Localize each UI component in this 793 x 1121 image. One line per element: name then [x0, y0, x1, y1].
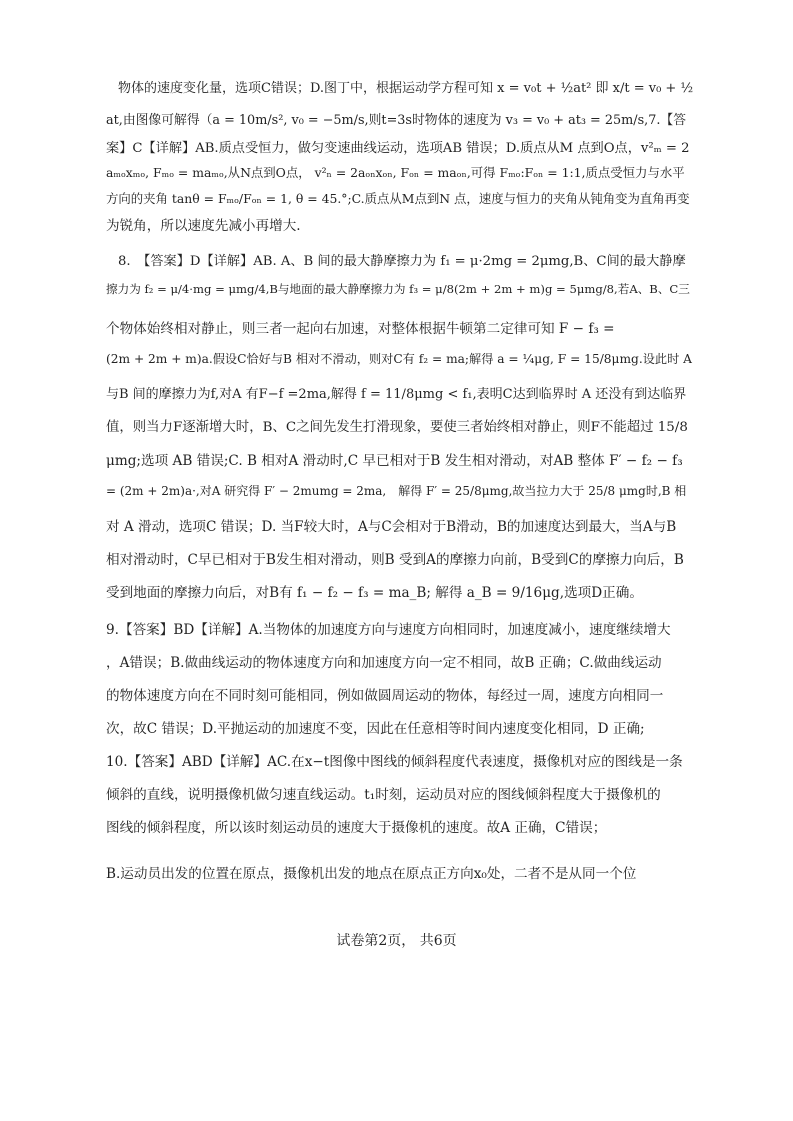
text-line: B.运动员出发的位置在原点，摄像机出发的地点在原点正方向x₀处，二者不是从同一个位 — [106, 866, 637, 882]
text-line: 倾斜的直线，说明摄像机做匀速直线运动。t₁时刻，运动员对应的图线倾斜程度大于摄像机的 — [106, 787, 661, 803]
text-line: ，A错误；B.做曲线运动的物体速度方向和加速度方向一定不相同，故B 正确；C.做曲线运动 — [106, 655, 662, 671]
text-line: (2m + 2m + m)a.假设C恰好与B 相对不滑动，则对C有 f₂ = ma;解得 a = ¼μg, F = 15/8μmg.设此时 A — [106, 352, 692, 366]
text-line: 对 A 滑动，选项C 错误；D. 当F较大时，A与C会相对于B滑动，B的加速度达到最大，当A与B — [106, 519, 677, 535]
text-line: 方向的夹角 tanθ = Fₘₒ/Fₒₙ = 1, θ = 45.°;C.质点从M点到N 点，速度与恒力的夹角从钝角变为直角再变 — [106, 191, 690, 206]
text-line: 相对滑动时，C早已相对于B发生相对滑动，则B 受到A的摩擦力向前，B受到C的摩擦力向后，B — [106, 552, 684, 568]
text-line: 案】C【详解】AB.质点受恒力，做匀变速曲线运动，选项AB 错误；D.质点从M 点到O点，v²ₘ = 2 — [106, 141, 690, 156]
text-line: 受到地面的摩擦力向后，对B有 f₁ − f₂ − f₃ = ma_B; 解得 a_B = 9/16μg,选项D正确。 — [106, 585, 643, 601]
text-line: = (2m + 2m)a·,对A 研究得 F′ − 2mumg = 2ma, 解得 F′ = 25/8μmg,故当拉力大于 25/8 μmg时,B 相 — [106, 484, 687, 498]
text-line: 为锐角，所以速度先减小再增大. — [106, 218, 301, 234]
text-line: 物体的速度变化量，选项C错误；D.图丁中，根据运动学方程可知 x = v₀t + ½at² 即 x/t = v₀ + ½ — [118, 81, 694, 96]
text-line: 个物体始终相对静止，则三者一起向右加速，对整体根据牛顿第二定律可知 F − f₃ = — [106, 321, 615, 337]
text-line: aₘₒxₘₒ, Fₘₒ = maₘₒ,从N点到O点， v²ₙ = 2aₒₙxₒₙ, Fₒₙ = maₒₙ,可得 Fₘₒ:Fₒₙ = 1:1,质点受恒力与水平 — [106, 165, 685, 180]
text-line: 8. 【答案】D【详解】AB. A、B 间的最大静摩擦力为 f₁ = μ·2mg = 2μmg,B、C间的最大静摩 — [118, 254, 686, 269]
text-line: 的物体速度方向在不同时刻可能相同，例如做圆周运动的物体，每经过一周，速度方向相同一 — [106, 688, 664, 704]
text-line: 10.【答案】ABD【详解】AC.在x−t图像中图线的倾斜程度代表速度，摄像机对应的图线是一条 — [106, 754, 683, 770]
text-line: at,由图像可解得（a = 10m/s², v₀ = −5m/s,则t=3s时物体的速度为 v₃ = v₀ + at₃ = 25m/s,7.【答 — [106, 113, 687, 128]
text-line: μmg;选项 AB 错误;C. B 相对A 滑动时,C 早已相对于B 发生相对滑动，对AB 整体 F′ − f₂ − f₃ — [106, 453, 683, 469]
text-line: 9.【答案】BD【详解】A.当物体的加速度方向与速度方向相同时，加速度减小，速度继续增大 — [106, 622, 671, 638]
text-line: 擦力为 f₂ = μ/4·mg = μmg/4,B与地面的最大静摩擦力为 f₃ = μ/8(2m + 2m + m)g = 5μmg/8,若A、B、C三 — [106, 282, 690, 296]
text-line: 次，故C 错误；D.平抛运动的加速度不变，因此在任意相等时间内速度变化相同，D 正确; — [106, 721, 645, 737]
text-line: 与B 间的摩擦力为f,对A 有F−f =2ma,解得 f = 11/8μmg < f₁,表明C达到临界时 A 还没有到达临界 — [106, 387, 687, 402]
text-line: 值，则当力F逐渐增大时，B、C之间先发生打滑现象，要使三者始终相对静止，则F不能超过 15/8 — [106, 420, 688, 435]
text-line: 图线的倾斜程度，所以该时刻运动员的速度大于摄像机的速度。故A 正确，C错误； — [106, 820, 607, 836]
page-footer: 试卷第2页， 共6页 — [336, 933, 457, 949]
